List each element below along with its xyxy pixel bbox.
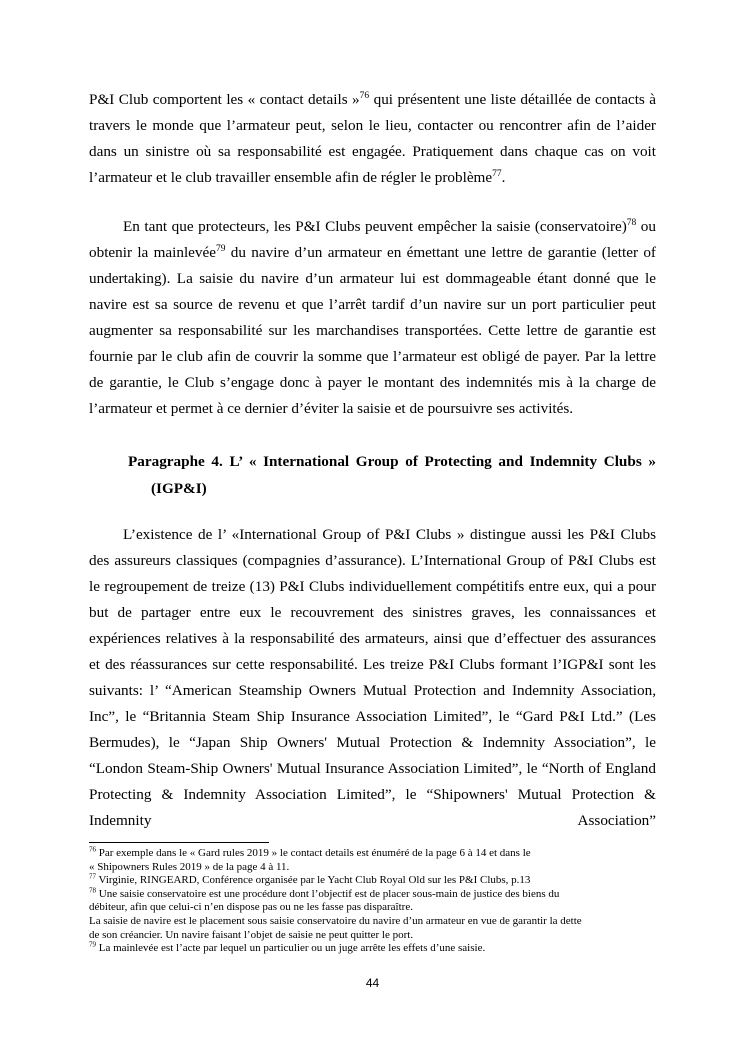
body-paragraph-igpi bbox=[89, 522, 656, 834]
footnote-number: 76 bbox=[89, 845, 96, 854]
page-number: 44 bbox=[365, 976, 380, 990]
body-paragraph-contact-details bbox=[89, 87, 656, 191]
footnote-78-cont: La saisie de navire est le placement sous saisie conservatoire du navire d’un armateur en vue de garantir la dette bbox=[89, 914, 582, 927]
footnote-ref-77[interactable]: 77 bbox=[492, 168, 502, 179]
body-paragraph-saisie bbox=[89, 214, 656, 422]
paragraph-text: qui présentent une liste détaillée de contacts à travers le monde que l’armateur peut, selon le lieu, contacter ou rencontrer afin de l’aider dans un sinistre où sa responsabilité est engagée. Pratiquement dans chaque cas on voit l’armateur et le club travailler ensemble afin de régler le problème bbox=[89, 91, 657, 186]
footnote-78-cont: de son créancier. Un navire faisant l’objet de saisie ne peut quitter le port. bbox=[89, 928, 414, 941]
paragraph-text: En tant que protecteurs, les P&I Clubs peuvent empêcher la saisie (conservatoire) bbox=[123, 218, 627, 235]
footnote-ref-78[interactable]: 78 bbox=[626, 217, 637, 228]
footnote-separator bbox=[89, 842, 269, 843]
footnote-77 bbox=[89, 874, 659, 888]
footnote-number: 77 bbox=[89, 872, 96, 881]
footnote-text: Par exemple dans le « Gard rules 2019 » le contact details est énuméré de la page 6 à 14 et dans le bbox=[96, 847, 531, 859]
footnote-79 bbox=[89, 942, 659, 956]
footnote-number: 78 bbox=[89, 886, 96, 895]
footnote-ref-79[interactable]: 79 bbox=[216, 243, 226, 254]
paragraph-text: P&I Club comportent les « contact details » bbox=[89, 91, 360, 108]
paragraph-text: ou obtenir la mainlevée bbox=[89, 218, 656, 261]
footnote-76 bbox=[89, 847, 659, 861]
footnote-text: La mainlevée est l’acte par lequel un particulier ou un juge arrête les effets d’une saisie. bbox=[96, 942, 486, 955]
footnote-78-cont: débiteur, afin que celui-ci n’en dispose pas ou ne les fasse pas disparaître. bbox=[89, 901, 413, 914]
footnote-text: Virginie, RINGEARD, Conférence organisée par le Yacht Club Royal Old sur les P&I Clubs, p.13 bbox=[96, 874, 531, 887]
footnote-78 bbox=[89, 888, 659, 902]
footnote-text: Une saisie conservatoire est une procédure dont l’objectif est de placer sous-main de justice des biens du bbox=[96, 887, 560, 900]
footnote-76-cont: « Shipowners Rules 2019 » de la page 4 à 11. bbox=[89, 860, 290, 873]
section-heading: Paragraphe 4. L’ « International Group of Protecting and Indemnity Clubs » bbox=[128, 453, 656, 470]
paragraph-text: L’existence de l’ «International Group of P&I Clubs » distingue aussi les P&I Clubs des assureurs classiques (compagnies d’assurance). L’International Group of P&I Clubs est le regroupement de treize (13) P&I Clubs individuellement compétitifs entre eux, qui a pour but de partager entre eux le recouvrement des sinistres graves, les connaissances et expériences relatives à la responsabilité des armateurs, ainsi que d’effectuer des assurances et des réassurances sur cette responsabilité. Les treize P&I Clubs formant l’IGP&I sont les suivants: l’ “American Steamship Owners Mutual Protection and Indemnity Association, Inc”, le “Britannia Steam Ship Insurance Association Limited”, le “Gard P&I Ltd.” (Les Bermudes), le “Japan Ship Owners' Mutual Protection & Indemnity Association”, le “London Steam-Ship Owners' Mutual Insurance Association Limited”, le “North of England Protecting & Indemnity Association Limited”, le “Shipowners' Mutual Protection & Indemnity Association” bbox=[89, 526, 656, 829]
footnote-number: 79 bbox=[89, 940, 96, 949]
section-heading-continuation: (IGP&I) bbox=[151, 480, 207, 497]
paragraph-text: . bbox=[501, 169, 506, 186]
paragraph-text: du navire d’un armateur en émettant une lettre de garantie (letter of undertaking). La saisie du navire d’un armateur lui est dommageable étant donné que le navire est sa source de revenu et que l’arrêt tardif d’un navire sur un port particulier peut augmenter sa responsabilité sur les marchandises transportées. Cette lettre de garantie est fournie par le club afin de couvrir la somme que l’armateur est obligé de payer. Par la lettre de garantie, le Club s’engage donc à payer le montant des indemnités mis à la charge de l’armateur et permet à ce dernier d’éviter la saisie et de poursuivre ses activités. bbox=[89, 244, 656, 417]
footnote-ref-76[interactable]: 76 bbox=[359, 90, 370, 101]
footnotes bbox=[89, 847, 659, 956]
